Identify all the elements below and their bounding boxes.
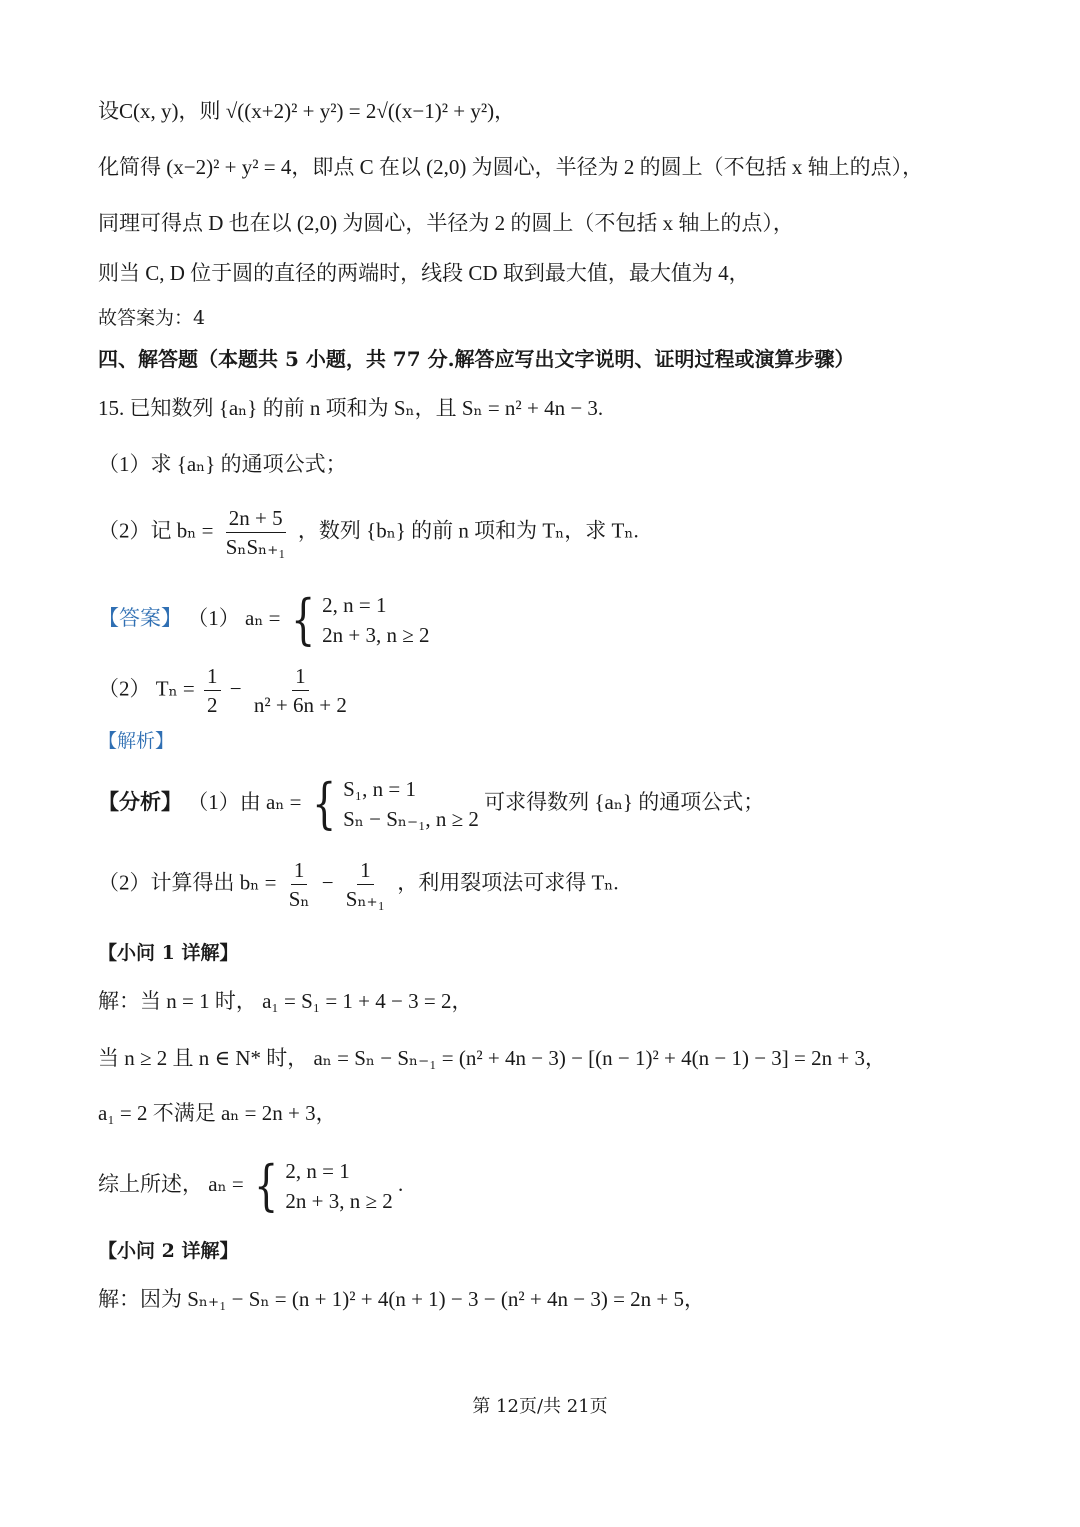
fraction-denominator: SₙSₙ₊₁ xyxy=(225,535,286,559)
analysis-1-prefix: （1）由 aₙ = xyxy=(187,789,302,814)
solution-line: 解：因为 Sₙ₊₁ − Sₙ = (n + 1)² + 4(n + 1) − 3 − (n² + 4n − 3) = 2n + 5， xyxy=(98,1287,706,1311)
question-15: 15. 已知数列 {aₙ} 的前 n 项和为 Sₙ，且 Sₙ = n² + 4n − 3. xyxy=(98,396,604,420)
jiexi-tag: 【解析】 xyxy=(98,730,175,752)
fraction xyxy=(204,664,221,717)
piecewise-row: 2n + 3, n ≥ 2 xyxy=(322,623,430,647)
fraction-numerator: 1 xyxy=(357,858,374,885)
summary-prefix: 综上所述， aₙ = xyxy=(98,1171,244,1196)
fraction-numerator: 2n + 5 xyxy=(226,506,286,533)
solution-line: 当 n ≥ 2 且 n ∈ N* 时， aₙ = Sₙ − Sₙ₋₁ = (n² + 4n − 3) − [(n − 1)² + 4(n − 1) − 3] = 2n + 3， xyxy=(98,1046,886,1070)
fraction-numerator: 1 xyxy=(204,664,221,691)
fraction xyxy=(251,664,350,717)
piecewise xyxy=(249,1156,393,1216)
piecewise-row: Sₙ − Sₙ₋₁, n ≥ 2 xyxy=(343,807,479,831)
answer-tag: 【答案】 xyxy=(98,605,182,630)
brace-icon: { xyxy=(290,588,315,651)
answer-2 xyxy=(98,664,354,717)
fraction-denominator: Sₙ₊₁ xyxy=(345,887,385,911)
solution-line: a₁ = 2 不满足 aₙ = 2n + 3， xyxy=(98,1101,337,1125)
page-footer: 第 12页/共 21页 xyxy=(472,1396,608,1417)
piecewise-row: S₁, n = 1 xyxy=(343,777,416,801)
analysis-2-prefix: （2）计算得出 bₙ = xyxy=(98,870,277,895)
answer-1 xyxy=(98,590,429,650)
section-heading: 四、解答题（本题共 5 小题，共 77 分.解答应写出文字说明、证明过程或演算步骤） xyxy=(98,347,855,371)
analysis-2 xyxy=(98,858,619,911)
fraction xyxy=(223,506,289,559)
fraction-denominator: n² + 6n + 2 xyxy=(253,693,347,717)
analysis-tag: 【分析】 xyxy=(98,789,182,814)
brace-icon: { xyxy=(311,772,336,835)
answer-1-prefix: （1） aₙ = xyxy=(187,605,281,630)
sub-question-2-tag: 【小问 2 详解】 xyxy=(98,1240,239,1262)
piecewise-row: 2, n = 1 xyxy=(285,1159,350,1183)
piecewise-row: 2n + 3, n ≥ 2 xyxy=(285,1189,393,1213)
fraction-numerator: 1 xyxy=(292,664,309,691)
solution-line: 解：当 n = 1 时， a₁ = S₁ = 1 + 4 − 3 = 2， xyxy=(98,989,473,1013)
text-line: 则当 C, D 位于圆的直径的两端时，线段 CD 取到最大值，最大值为 4， xyxy=(98,261,750,285)
fraction xyxy=(343,858,388,911)
minus-sign: − xyxy=(321,870,334,895)
summary-suffix: . xyxy=(397,1171,404,1196)
solution-summary xyxy=(98,1156,403,1216)
fraction-denominator: 2 xyxy=(207,693,218,717)
sub-question-1-tag: 【小问 1 详解】 xyxy=(98,942,239,964)
analysis-1-suffix: 可求得数列 {aₙ} 的通项公式； xyxy=(484,789,765,814)
piecewise xyxy=(286,590,430,650)
text-line: 化简得 (x−2)² + y² = 4，即点 C 在以 (2,0) 为圆心，半径为 2 的圆上（不包括 x 轴上的点）， xyxy=(98,155,924,179)
minus-sign: − xyxy=(229,676,242,701)
text-line: 同理可得点 D 也在以 (2,0) 为圆心，半径为 2 的圆上（不包括 x 轴上的点）， xyxy=(98,211,794,235)
q15-2-suffix: ，数列 {bₙ} 的前 n 项和为 Tₙ，求 Tₙ. xyxy=(297,518,639,543)
analysis-1 xyxy=(98,774,764,834)
piecewise xyxy=(307,774,479,834)
question-15-part-2 xyxy=(98,506,639,559)
brace-icon: { xyxy=(254,1154,279,1217)
text-line: 故答案为：4 xyxy=(98,307,206,329)
fraction-numerator: 1 xyxy=(291,858,308,885)
fraction xyxy=(286,858,313,911)
text-line: 设C(x, y)，则 √((x+2)² + y²) = 2√((x−1)² + y²)， xyxy=(98,99,516,123)
fraction-denominator: Sₙ xyxy=(288,887,310,911)
question-15-part-1: （1）求 {aₙ} 的通项公式； xyxy=(98,452,347,476)
piecewise-row: 2, n = 1 xyxy=(322,593,387,617)
q15-2-prefix: （2）记 bₙ = xyxy=(98,518,214,543)
answer-2-prefix: （2） Tₙ = xyxy=(98,676,195,701)
analysis-2-suffix: ，利用裂项法可求得 Tₙ. xyxy=(397,870,619,895)
